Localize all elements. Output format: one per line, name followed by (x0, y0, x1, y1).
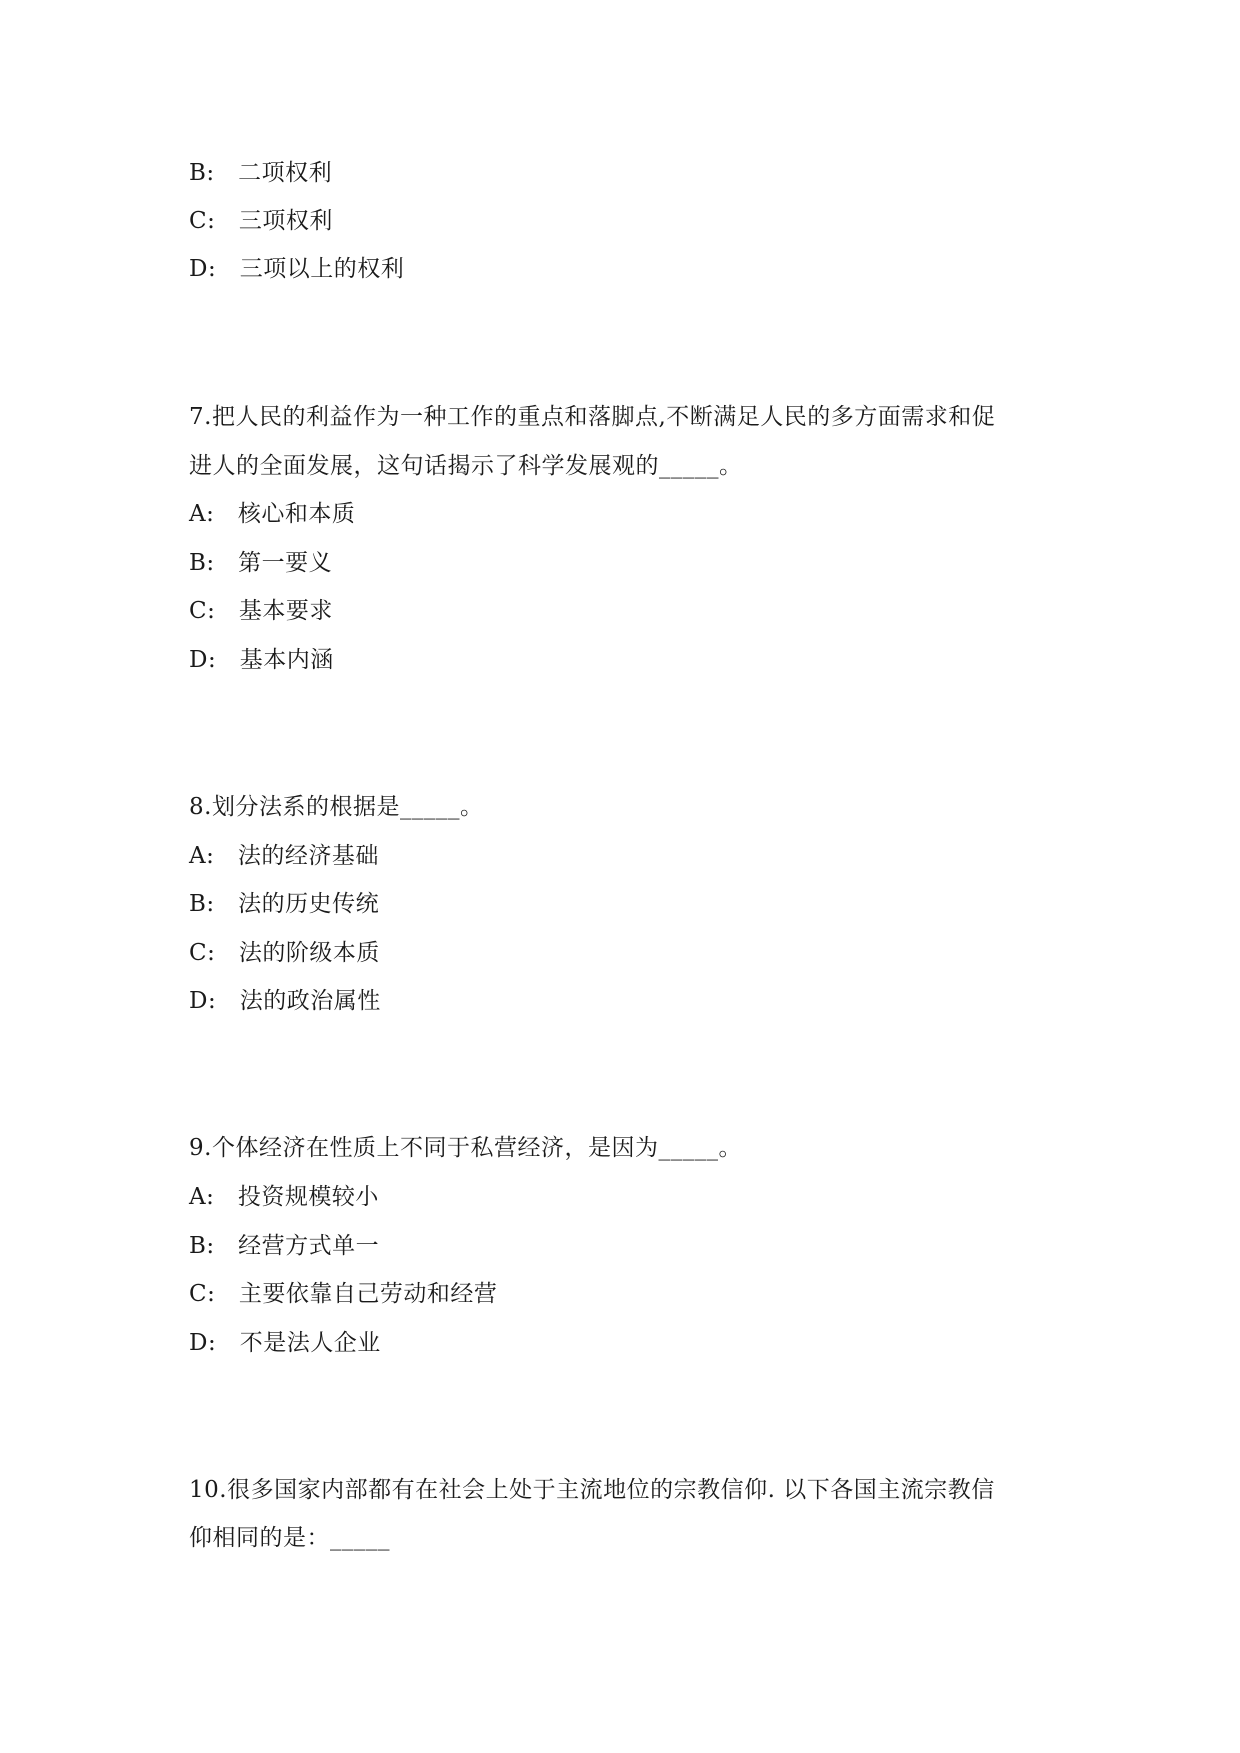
option-line (189, 841, 379, 871)
option-text: 法的历史传统 (238, 891, 380, 917)
option-letter: D: (189, 988, 217, 1014)
option-text: 第一要义 (238, 550, 333, 576)
option-line (189, 889, 379, 919)
option-line (189, 548, 332, 578)
question-stem (189, 402, 995, 432)
question-stem-continued (189, 1523, 390, 1553)
option-letter: C: (189, 1281, 216, 1307)
option-text: 不是法人企业 (239, 1330, 381, 1356)
option-letter: B: (189, 160, 215, 186)
option-line (189, 596, 333, 626)
option-line (189, 645, 334, 675)
question-stem (189, 1475, 995, 1505)
question-number: 10. (189, 1477, 228, 1503)
question-stem-text: 很多国家内部都有在社会上处于主流地位的宗教信仰. 以下各国主流宗教信 (227, 1477, 995, 1503)
option-line (189, 1328, 381, 1358)
option-letter: D: (189, 256, 217, 282)
option-line (189, 499, 355, 529)
option-letter: C: (189, 940, 216, 966)
option-text: 经营方式单一 (238, 1233, 380, 1259)
option-letter: B: (189, 550, 215, 576)
question-number: 9. (189, 1135, 212, 1161)
option-letter: D: (189, 647, 217, 673)
option-letter: C: (189, 208, 216, 234)
option-line (189, 986, 381, 1016)
question-stem-text: 进人的全面发展，这句话揭示了科学发展观的_____。 (189, 453, 743, 479)
question-number: 7. (189, 404, 212, 430)
question-stem (189, 792, 483, 822)
option-text: 法的政治属性 (239, 988, 381, 1014)
option-text: 法的阶级本质 (238, 940, 380, 966)
option-line (189, 206, 333, 236)
question-number: 8. (189, 794, 212, 820)
option-text: 基本内涵 (239, 647, 334, 673)
option-text: 基本要求 (238, 598, 333, 624)
option-letter: A: (189, 501, 215, 527)
option-text: 投资规模较小 (237, 1184, 379, 1210)
option-text: 主要依靠自己劳动和经营 (238, 1281, 498, 1307)
option-line (189, 1231, 379, 1261)
option-letter: C: (189, 598, 216, 624)
option-line (189, 1279, 497, 1309)
question-stem-text: 划分法系的根据是_____。 (211, 794, 484, 820)
option-letter: B: (189, 1233, 215, 1259)
option-letter: A: (189, 843, 215, 869)
option-line (189, 254, 404, 284)
question-stem-text: 个体经济在性质上不同于私营经济，是因为_____。 (211, 1135, 742, 1161)
option-text: 法的经济基础 (237, 843, 379, 869)
option-text: 二项权利 (238, 160, 333, 186)
option-text: 核心和本质 (237, 501, 356, 527)
question-stem (189, 1133, 742, 1163)
option-letter: D: (189, 1330, 217, 1356)
option-line (189, 158, 332, 188)
question-stem-text: 把人民的利益作为一种工作的重点和落脚点,不断满足人民的多方面需求和促 (211, 404, 996, 430)
option-text: 三项权利 (238, 208, 333, 234)
option-line (189, 1182, 379, 1212)
option-text: 三项以上的权利 (239, 256, 405, 282)
question-stem-continued (189, 451, 743, 481)
option-line (189, 938, 380, 968)
option-letter: B: (189, 891, 215, 917)
question-stem-text: 仰相同的是：_____ (189, 1525, 390, 1551)
option-letter: A: (189, 1184, 215, 1210)
